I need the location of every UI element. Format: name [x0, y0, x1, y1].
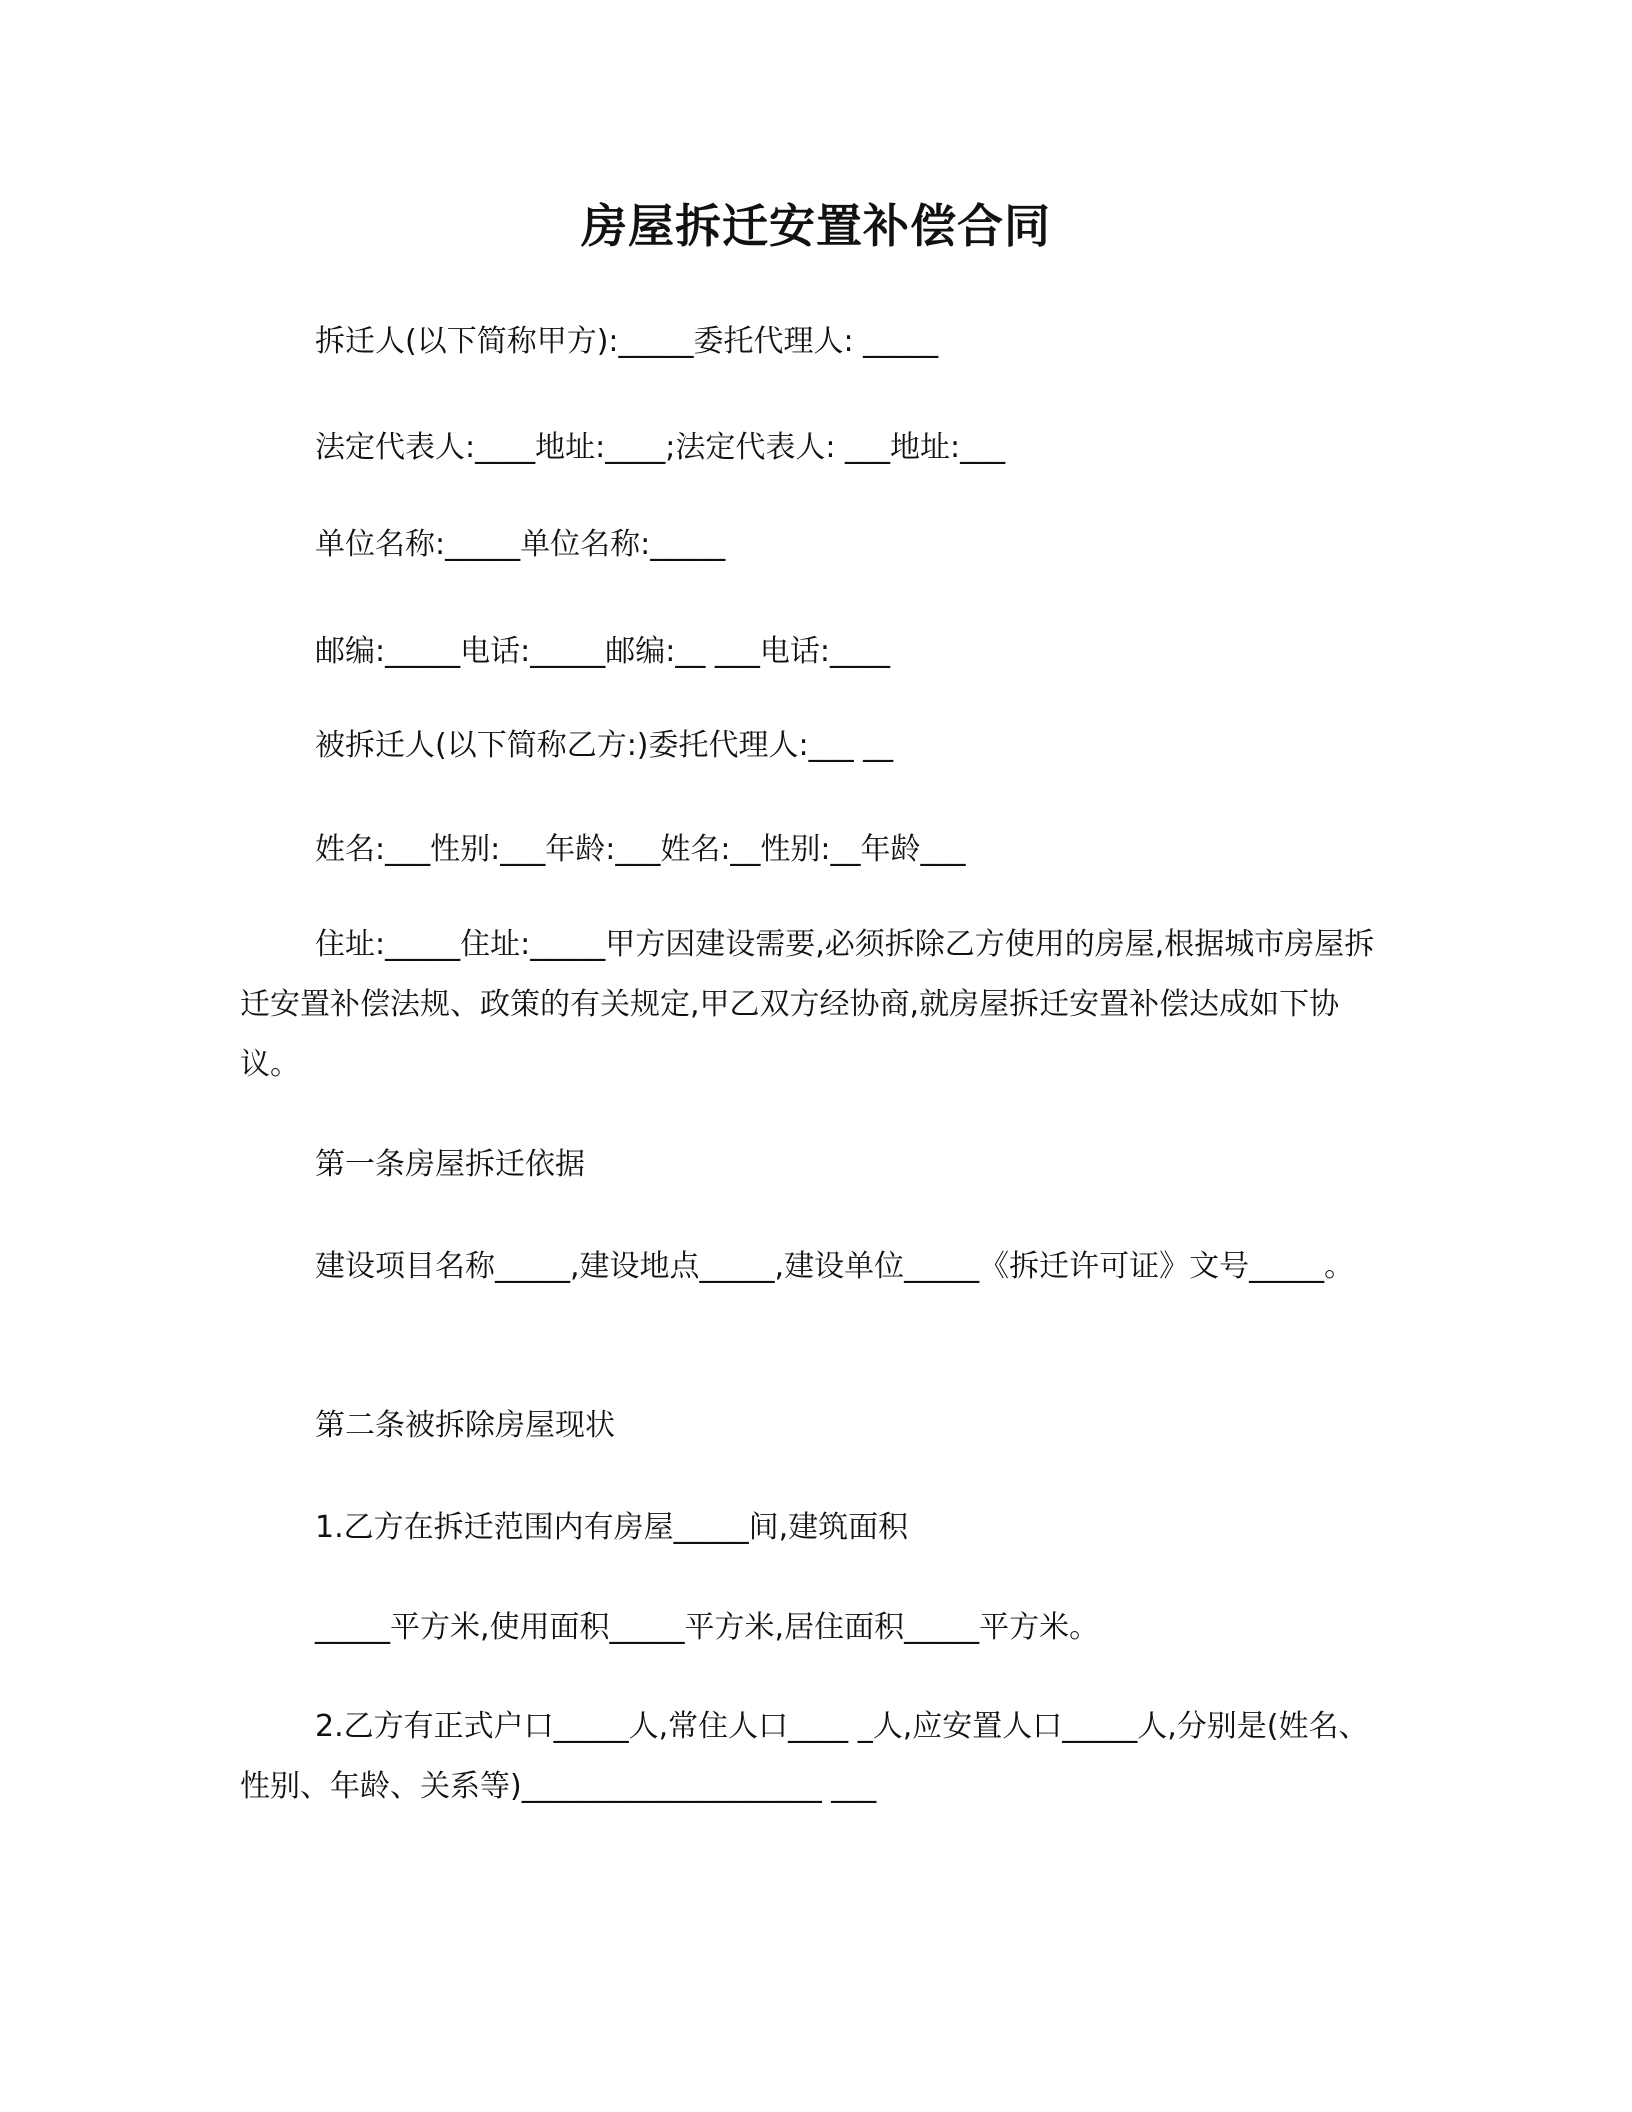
personal-info-line: 姓名:___性别:___年龄:___姓名:__性别:__年龄___	[315, 832, 966, 867]
article-2-item-1-continued: _____平方米,使用面积_____平方米,居住面积_____平方米。	[315, 1610, 1100, 1645]
article-2-title: 第二条被拆除房屋现状	[315, 1408, 615, 1443]
preamble-paragraph: 住址:_____住址:_____甲方因建设需要,必须拆除乙方使用的房屋,根据城市房屋拆迁安置补偿法规、政策的有关规定,甲乙双方经协商,就房屋拆迁安置补偿达成如下协议。	[240, 927, 1375, 1082]
unit-name-line: 单位名称:_____单位名称:_____	[315, 527, 726, 562]
article-1-title: 第一条房屋拆迁依据	[315, 1147, 585, 1182]
document-title: 房屋拆迁安置补偿合同	[581, 199, 1051, 253]
party-b-line: 被拆迁人(以下简称乙方:)委托代理人:___ __	[315, 728, 894, 763]
legal-representative-line: 法定代表人:____地址:____;法定代表人: ___地址:___	[315, 430, 1006, 465]
article-2-item-2: 2.乙方有正式户口_____人,常住人口____ _人,应安置人口_____人,分别是(姓名、性别、年龄、关系等)____________________ ___	[240, 1709, 1369, 1804]
article-2-item-1: 1.乙方在拆迁范围内有房屋_____间,建筑面积	[315, 1510, 909, 1545]
article-1-body: 建设项目名称_____,建设地点_____,建设单位_____《拆迁许可证》文号_____。	[315, 1249, 1355, 1284]
party-a-line: 拆迁人(以下简称甲方):_____委托代理人: _____	[315, 324, 939, 359]
postcode-phone-line: 邮编:_____电话:_____邮编:__ ___电话:____	[315, 634, 890, 669]
